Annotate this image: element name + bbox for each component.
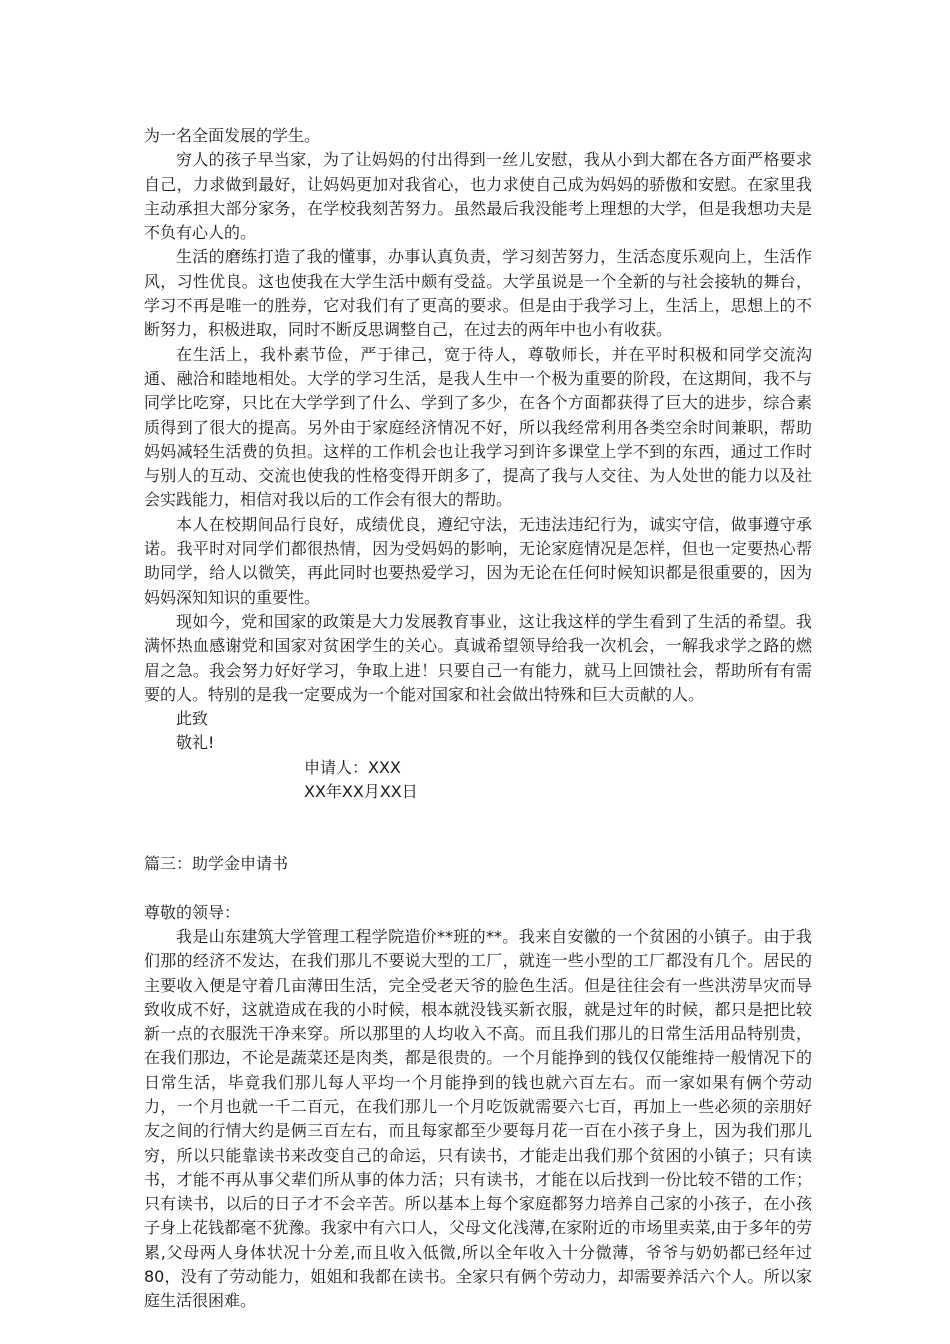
body-paragraph: 现如今，党和国家的政策是大力发展教育事业，这让我这样的学生看到了生活的希望。我满怀热血感谢党和国家对贫困学生的关心。真诚希望领导给我一次机会，一解我求学之路的燃眉之急。我会努力好好学习，争取上进！只要自己一有能力，就马上回馈社会，帮助所有有需要的人。特别的是我一定要成为一个能对国家和社会做出特殊和巨大贡献的人。 bbox=[144, 611, 812, 704]
closing-salute: 敬礼! bbox=[176, 733, 215, 753]
body-paragraph: 我是山东建筑大学管理工程学院造价**班的**。我来自安徽的一个贫困的小镇子。由于我们那的经济不发达，在我们那儿不要说大型的工厂，就连一些小型的工厂都没有几个。居民的主要收入便是守着几亩薄田生活，完全受老天爷的脸色生活。但是往往会有一些洪涝旱灾而导致收成不好，这就造成在我的小时候，根本就没钱买新衣服，就是过年的时候，都只是把比较新一点的衣服洗干净来穿。所以那里的人均收入不高。而且我们那儿的日常生活用品特别贵，在我们那边，不论是蔬菜还是肉类，都是很贵的。一个月能挣到的钱仅仅能维持一般情况下的日常生活，毕竟我们那儿每人平均一个月能挣到的钱也就六百左右。而一家如果有俩个劳动力，一个月也就一千二百元，在我们那儿一个月吃饭就需要六七百，再加上一些必须的亲朋好友之间的行情大约是俩三百左右，而且每家都至少要每月花一百在小孩子身上，因为我们那儿穷，所以只能靠读书来改变自己的命运，只有读书，才能走出我们那个贫困的小镇子；只有读书，才能不再从事父辈们所从事的体力活；只有读书，才能在以后找到一份比较不错的工作；只有读书，以后的日子才不会辛苦。所以基本上每个家庭都努力培养自己家的小孩子，在小孩子身上花钱都毫不犹豫。我家中有六口人，父母文化浅薄,在家附近的市场里卖菜,由于多年的劳累,父母两人身体状况十分差,而且收入低微,所以全年收入十分微薄，爷爷与奶奶都已经年过80，没有了劳动能力，姐姐和我都在读书。全家只有俩个劳动力，却需要养活六个人。所以家庭生活很困难。 bbox=[144, 926, 812, 1311]
heading-spacer bbox=[144, 877, 812, 901]
applicant-signature: 申请人：XXX bbox=[304, 757, 401, 777]
body-paragraph: 本人在校期间品行良好，成绩优良，遵纪守法，无违法违纪行为，诚实守信，做事遵守承诺。我平时对同学们都很热情，因为受妈妈的影响，无论家庭情况是怎样，但也一定要热心帮助同学，给人以微笑，再此同时也要热爱学习，因为无论在任何时候知识都是很重要的，因为妈妈深知知识的重要性。 bbox=[144, 514, 812, 607]
body-paragraph: 穷人的孩子早当家，为了让妈妈的付出得到一丝儿安慰，我从小到大都在各方面严格要求自己，力求做到最好，让妈妈更加对我省心，也力求使自己成为妈妈的骄傲和安慰。在家里我主动承担大部分家务，在学校我刻苦努力。虽然最后我没能考上理想的大学，但是我想功夫是不负有心人的。 bbox=[144, 150, 812, 243]
section-spacer bbox=[144, 804, 812, 852]
continuation-line: 为一名全面发展的学生。 bbox=[144, 126, 321, 145]
closing-line: 此致 bbox=[176, 709, 209, 729]
section-heading: 篇三：助学金申请书 bbox=[144, 854, 289, 874]
document-body bbox=[144, 124, 812, 1314]
body-paragraph: 在生活上，我朴素节俭，严于律己，宽于待人，尊敬师长，并在平时积极和同学交流沟通、融洽和睦地相处。大学的学习生活，是我人生中一个极为重要的阶段，在这期间，我不与同学比吃穿，只比在大学学到了什么、学到了多少，在各个方面都获得了巨大的进步，综合素质得到了很大的提高。另外由于家庭经济情况不好，所以我经常利用各类空余时间兼职，帮助妈妈减轻生活费的负担。这样的工作机会也让我学习到许多课堂上学不到的东西，通过工作时与别人的互动、交流也使我的性格变得开朗多了，提高了我与人交往、为人处世的能力以及社会实践能力，相信对我以后的工作会有很大的帮助。 bbox=[144, 344, 812, 510]
salutation: 尊敬的领导： bbox=[144, 902, 241, 922]
body-paragraph: 生活的磨练打造了我的懂事，办事认真负责，学习刻苦努力，生活态度乐观向上，生活作风，习性优良。这也使我在大学生活中颇有受益。大学虽说是一个全新的与社会接轨的舞台，学习不再是唯一的胜券，它对我们有了更高的要求。但是由于我学习上，生活上，思想上的不断努力，积极进取，同时不断反思调整自己，在过去的两年中也小有收获。 bbox=[144, 247, 812, 340]
signature-date: XX年XX月XX日 bbox=[304, 782, 418, 802]
